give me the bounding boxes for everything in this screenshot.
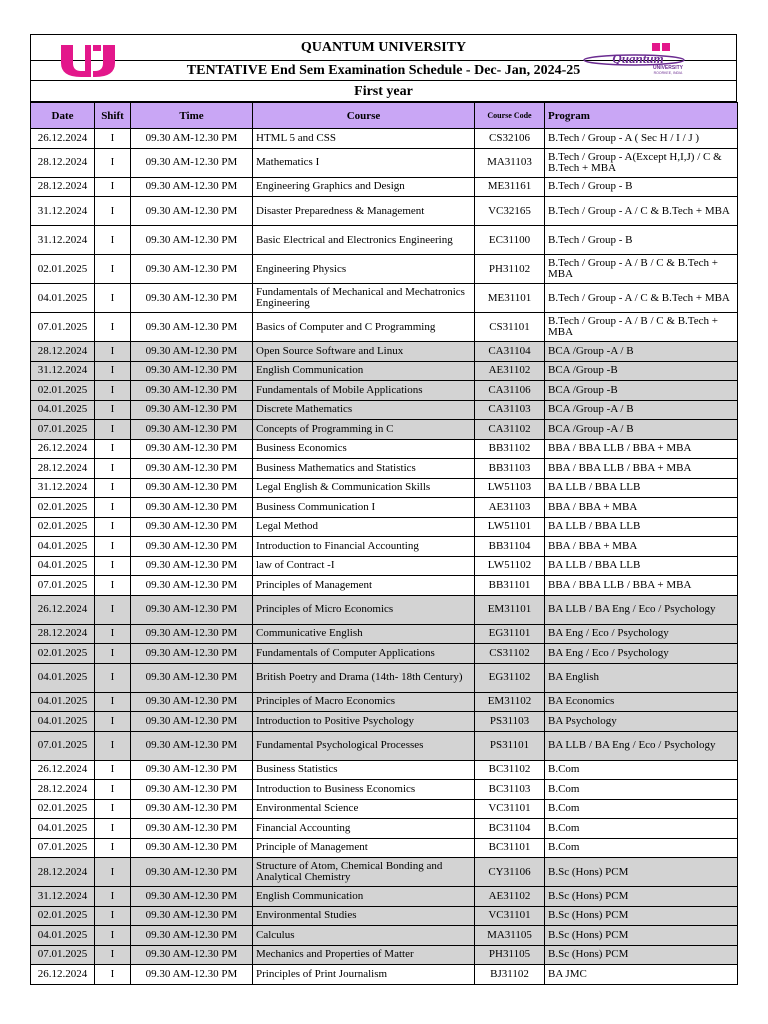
program-cell: BCA /Group -B (545, 361, 738, 381)
time-cell: 09.30 AM-12.30 PM (131, 906, 253, 926)
date-cell: 04.01.2025 (31, 556, 95, 576)
date-cell: 02.01.2025 (31, 517, 95, 537)
table-row (31, 381, 738, 401)
time-cell: 09.30 AM-12.30 PM (131, 284, 253, 313)
table-row (31, 129, 738, 149)
time-cell: 09.30 AM-12.30 PM (131, 459, 253, 479)
course-code-cell: VC32165 (475, 197, 545, 226)
time-cell: 09.30 AM-12.30 PM (131, 887, 253, 907)
program-cell: B.Sc (Hons) PCM (545, 887, 738, 907)
course-cell: Discrete Mathematics (253, 400, 475, 420)
table-row (31, 731, 738, 760)
course-cell: English Communication (253, 887, 475, 907)
course-cell: Basics of Computer and C Programming (253, 313, 475, 342)
shift-cell: I (95, 906, 131, 926)
table-row (31, 760, 738, 780)
program-cell: BBA / BBA LLB / BBA + MBA (545, 439, 738, 459)
shift-cell: I (95, 284, 131, 313)
shift-cell: I (95, 400, 131, 420)
course-cell: Engineering Physics (253, 255, 475, 284)
program-cell: B.Tech / Group - A / B / C & B.Tech + MBA (545, 255, 738, 284)
time-cell: 09.30 AM-12.30 PM (131, 342, 253, 362)
course-code-cell: AE31102 (475, 361, 545, 381)
program-cell: BA LLB / BBA LLB (545, 517, 738, 537)
table-row (31, 692, 738, 712)
shift-cell: I (95, 887, 131, 907)
date-cell: 07.01.2025 (31, 576, 95, 596)
shift-cell: I (95, 537, 131, 557)
shift-cell: I (95, 498, 131, 518)
date-cell: 07.01.2025 (31, 838, 95, 858)
shift-cell: I (95, 926, 131, 946)
program-cell: B.Tech / Group - B (545, 226, 738, 255)
time-cell: 09.30 AM-12.30 PM (131, 712, 253, 732)
shift-cell: I (95, 255, 131, 284)
time-cell: 09.30 AM-12.30 PM (131, 556, 253, 576)
table-row (31, 197, 738, 226)
table-row (31, 400, 738, 420)
table-row (31, 712, 738, 732)
column-header-time: Time (131, 103, 253, 129)
university-logo-icon (59, 41, 117, 81)
program-cell: B.Com (545, 819, 738, 839)
program-cell: BCA /Group -B (545, 381, 738, 401)
shift-cell: I (95, 478, 131, 498)
shift-cell: I (95, 760, 131, 780)
table-body (31, 129, 738, 985)
program-cell: BA LLB / BA Eng / Eco / Psychology (545, 595, 738, 624)
course-cell: Fundamentals of Mobile Applications (253, 381, 475, 401)
program-cell: BA Psychology (545, 712, 738, 732)
shift-cell: I (95, 177, 131, 197)
date-cell: 31.12.2024 (31, 226, 95, 255)
course-cell: Introduction to Financial Accounting (253, 537, 475, 557)
date-cell: 02.01.2025 (31, 644, 95, 664)
column-header-course-code: Course Code (475, 103, 545, 129)
program-cell: B.Tech / Group - A / C & B.Tech + MBA (545, 197, 738, 226)
table-row (31, 926, 738, 946)
shift-cell: I (95, 576, 131, 596)
time-cell: 09.30 AM-12.30 PM (131, 420, 253, 440)
date-cell: 31.12.2024 (31, 361, 95, 381)
table-row (31, 858, 738, 887)
schedule-sheet (30, 34, 737, 985)
time-cell: 09.30 AM-12.30 PM (131, 177, 253, 197)
course-code-cell: MA31105 (475, 926, 545, 946)
exam-schedule-table (30, 102, 738, 985)
shift-cell: I (95, 459, 131, 479)
time-cell: 09.30 AM-12.30 PM (131, 226, 253, 255)
shift-cell: I (95, 595, 131, 624)
table-row (31, 439, 738, 459)
program-cell: B.Tech / Group - A / C & B.Tech + MBA (545, 284, 738, 313)
date-cell: 04.01.2025 (31, 537, 95, 557)
shift-cell: I (95, 712, 131, 732)
course-code-cell: AE31102 (475, 887, 545, 907)
time-cell: 09.30 AM-12.30 PM (131, 537, 253, 557)
course-code-cell: BC31104 (475, 819, 545, 839)
shift-cell: I (95, 858, 131, 887)
date-cell: 31.12.2024 (31, 478, 95, 498)
course-cell: Calculus (253, 926, 475, 946)
shift-cell: I (95, 692, 131, 712)
date-cell: 28.12.2024 (31, 624, 95, 644)
course-cell: Introduction to Business Economics (253, 780, 475, 800)
shift-cell: I (95, 361, 131, 381)
course-code-cell: ME31101 (475, 284, 545, 313)
date-cell: 28.12.2024 (31, 148, 95, 177)
table-row (31, 576, 738, 596)
table-header-row (31, 103, 738, 129)
course-cell: Business Communication I (253, 498, 475, 518)
program-cell: B.Tech / Group - A / B / C & B.Tech + MBA (545, 313, 738, 342)
program-cell: BA LLB / BBA LLB (545, 556, 738, 576)
university-wordmark-logo-icon (582, 41, 706, 75)
course-code-cell: VC31101 (475, 799, 545, 819)
course-cell: Principle of Management (253, 838, 475, 858)
date-cell: 07.01.2025 (31, 420, 95, 440)
date-cell: 04.01.2025 (31, 926, 95, 946)
course-cell: Introduction to Positive Psychology (253, 712, 475, 732)
table-row (31, 945, 738, 965)
program-cell: B.Com (545, 780, 738, 800)
course-code-cell: PH31105 (475, 945, 545, 965)
table-row (31, 517, 738, 537)
course-code-cell: LW51102 (475, 556, 545, 576)
program-cell: BA Economics (545, 692, 738, 712)
course-cell: Business Economics (253, 439, 475, 459)
program-cell: BBA / BBA LLB / BBA + MBA (545, 576, 738, 596)
shift-cell: I (95, 556, 131, 576)
shift-cell: I (95, 439, 131, 459)
course-cell: Mechanics and Properties of Matter (253, 945, 475, 965)
table-row (31, 663, 738, 692)
course-cell: Legal Method (253, 517, 475, 537)
course-code-cell: BC31102 (475, 760, 545, 780)
column-header-program: Program (545, 103, 738, 129)
time-cell: 09.30 AM-12.30 PM (131, 498, 253, 518)
course-cell: Engineering Graphics and Design (253, 177, 475, 197)
table-row (31, 595, 738, 624)
course-code-cell: CS31102 (475, 644, 545, 664)
time-cell: 09.30 AM-12.30 PM (131, 780, 253, 800)
program-cell: BCA /Group -A / B (545, 400, 738, 420)
university-name: QUANTUM UNIVERSITY (31, 35, 736, 61)
course-code-cell: BC31103 (475, 780, 545, 800)
course-cell: Legal English & Communication Skills (253, 478, 475, 498)
shift-cell: I (95, 663, 131, 692)
course-code-cell: EG31101 (475, 624, 545, 644)
program-cell: B.Tech / Group - B (545, 177, 738, 197)
program-cell: BBA / BBA + MBA (545, 498, 738, 518)
table-row (31, 556, 738, 576)
date-cell: 04.01.2025 (31, 400, 95, 420)
time-cell: 09.30 AM-12.30 PM (131, 799, 253, 819)
course-code-cell: CS32106 (475, 129, 545, 149)
course-cell: Business Mathematics and Statistics (253, 459, 475, 479)
course-code-cell: EM31101 (475, 595, 545, 624)
column-header-course: Course (253, 103, 475, 129)
shift-cell: I (95, 342, 131, 362)
shift-cell: I (95, 965, 131, 985)
course-code-cell: PS31103 (475, 712, 545, 732)
date-cell: 26.12.2024 (31, 595, 95, 624)
time-cell: 09.30 AM-12.30 PM (131, 400, 253, 420)
course-cell: Principles of Micro Economics (253, 595, 475, 624)
course-code-cell: CA31106 (475, 381, 545, 401)
course-code-cell: PH31102 (475, 255, 545, 284)
time-cell: 09.30 AM-12.30 PM (131, 381, 253, 401)
course-code-cell: BB31102 (475, 439, 545, 459)
document-header (30, 34, 737, 102)
time-cell: 09.30 AM-12.30 PM (131, 439, 253, 459)
shift-cell: I (95, 129, 131, 149)
time-cell: 09.30 AM-12.30 PM (131, 517, 253, 537)
course-cell: law of Contract -I (253, 556, 475, 576)
time-cell: 09.30 AM-12.30 PM (131, 129, 253, 149)
column-header-date: Date (31, 103, 95, 129)
time-cell: 09.30 AM-12.30 PM (131, 838, 253, 858)
table-row (31, 313, 738, 342)
date-cell: 02.01.2025 (31, 255, 95, 284)
program-cell: B.Sc (Hons) PCM (545, 858, 738, 887)
shift-cell: I (95, 197, 131, 226)
course-cell: Fundamentals of Mechanical and Mechatronics Engineering (253, 284, 475, 313)
date-cell: 04.01.2025 (31, 692, 95, 712)
course-code-cell: CA31102 (475, 420, 545, 440)
shift-cell: I (95, 780, 131, 800)
course-cell: English Communication (253, 361, 475, 381)
course-cell: Fundamental Psychological Processes (253, 731, 475, 760)
course-code-cell: LW51101 (475, 517, 545, 537)
program-cell: BA English (545, 663, 738, 692)
course-cell: Disaster Preparedness & Management (253, 197, 475, 226)
time-cell: 09.30 AM-12.30 PM (131, 197, 253, 226)
time-cell: 09.30 AM-12.30 PM (131, 819, 253, 839)
course-code-cell: CA31104 (475, 342, 545, 362)
course-code-cell: AE31103 (475, 498, 545, 518)
shift-cell: I (95, 624, 131, 644)
shift-cell: I (95, 226, 131, 255)
table-row (31, 498, 738, 518)
date-cell: 04.01.2025 (31, 712, 95, 732)
table-row (31, 342, 738, 362)
time-cell: 09.30 AM-12.30 PM (131, 760, 253, 780)
course-code-cell: CY31106 (475, 858, 545, 887)
shift-cell: I (95, 148, 131, 177)
svg-text:ROORKEE, INDIA: ROORKEE, INDIA (653, 71, 683, 75)
table-row (31, 284, 738, 313)
table-row (31, 799, 738, 819)
course-code-cell: LW51103 (475, 478, 545, 498)
date-cell: 31.12.2024 (31, 197, 95, 226)
table-row (31, 965, 738, 985)
shift-cell: I (95, 313, 131, 342)
date-cell: 28.12.2024 (31, 858, 95, 887)
course-cell: Business Statistics (253, 760, 475, 780)
svg-text:Quantum: Quantum (612, 51, 664, 66)
course-cell: Structure of Atom, Chemical Bonding and Analytical Chemistry (253, 858, 475, 887)
shift-cell: I (95, 420, 131, 440)
year-label: First year (31, 81, 736, 102)
date-cell: 02.01.2025 (31, 498, 95, 518)
course-cell: Communicative English (253, 624, 475, 644)
date-cell: 07.01.2025 (31, 731, 95, 760)
course-cell: Environmental Studies (253, 906, 475, 926)
program-cell: B.Com (545, 760, 738, 780)
course-cell: Environmental Science (253, 799, 475, 819)
table-row (31, 838, 738, 858)
shift-cell: I (95, 644, 131, 664)
date-cell: 28.12.2024 (31, 177, 95, 197)
table-row (31, 537, 738, 557)
date-cell: 28.12.2024 (31, 342, 95, 362)
shift-cell: I (95, 838, 131, 858)
course-cell: Principles of Management (253, 576, 475, 596)
date-cell: 02.01.2025 (31, 799, 95, 819)
date-cell: 02.01.2025 (31, 906, 95, 926)
program-cell: BCA /Group -A / B (545, 420, 738, 440)
course-code-cell: PS31101 (475, 731, 545, 760)
svg-text:UNIVERSITY: UNIVERSITY (652, 65, 684, 71)
program-cell: B.Com (545, 838, 738, 858)
shift-cell: I (95, 819, 131, 839)
course-cell: HTML 5 and CSS (253, 129, 475, 149)
course-code-cell: EC31100 (475, 226, 545, 255)
time-cell: 09.30 AM-12.30 PM (131, 858, 253, 887)
course-code-cell: BB31104 (475, 537, 545, 557)
time-cell: 09.30 AM-12.30 PM (131, 478, 253, 498)
course-code-cell: BB31103 (475, 459, 545, 479)
date-cell: 26.12.2024 (31, 129, 95, 149)
program-cell: BBA / BBA LLB / BBA + MBA (545, 459, 738, 479)
program-cell: B.Sc (Hons) PCM (545, 926, 738, 946)
program-cell: B.Tech / Group - A(Except H,I,J) / C & B.Tech + MBA (545, 148, 738, 177)
time-cell: 09.30 AM-12.30 PM (131, 965, 253, 985)
table-row (31, 361, 738, 381)
program-cell: BA LLB / BBA LLB (545, 478, 738, 498)
date-cell: 04.01.2025 (31, 284, 95, 313)
date-cell: 26.12.2024 (31, 439, 95, 459)
date-cell: 04.01.2025 (31, 819, 95, 839)
program-cell: B.Sc (Hons) PCM (545, 906, 738, 926)
schedule-title: TENTATIVE End Sem Examination Schedule - Dec- Jan, 2024-25 (31, 61, 736, 81)
time-cell: 09.30 AM-12.30 PM (131, 361, 253, 381)
program-cell: B.Tech / Group - A ( Sec H / I / J ) (545, 129, 738, 149)
course-code-cell: CA31103 (475, 400, 545, 420)
time-cell: 09.30 AM-12.30 PM (131, 731, 253, 760)
date-cell: 04.01.2025 (31, 663, 95, 692)
course-cell: Principles of Print Journalism (253, 965, 475, 985)
time-cell: 09.30 AM-12.30 PM (131, 692, 253, 712)
table-row (31, 255, 738, 284)
time-cell: 09.30 AM-12.30 PM (131, 576, 253, 596)
course-code-cell: MA31103 (475, 148, 545, 177)
table-row (31, 226, 738, 255)
shift-cell: I (95, 381, 131, 401)
course-cell: Open Source Software and Linux (253, 342, 475, 362)
time-cell: 09.30 AM-12.30 PM (131, 595, 253, 624)
program-cell: BBA / BBA + MBA (545, 537, 738, 557)
program-cell: BA LLB / BA Eng / Eco / Psychology (545, 731, 738, 760)
date-cell: 28.12.2024 (31, 459, 95, 479)
program-cell: BA Eng / Eco / Psychology (545, 644, 738, 664)
course-code-cell: EM31102 (475, 692, 545, 712)
shift-cell: I (95, 517, 131, 537)
time-cell: 09.30 AM-12.30 PM (131, 926, 253, 946)
course-code-cell: BC31101 (475, 838, 545, 858)
time-cell: 09.30 AM-12.30 PM (131, 255, 253, 284)
time-cell: 09.30 AM-12.30 PM (131, 624, 253, 644)
course-code-cell: CS31101 (475, 313, 545, 342)
shift-cell: I (95, 945, 131, 965)
date-cell: 07.01.2025 (31, 945, 95, 965)
course-code-cell: VC31101 (475, 906, 545, 926)
program-cell: B.Sc (Hons) PCM (545, 945, 738, 965)
course-cell: Mathematics I (253, 148, 475, 177)
program-cell: B.Com (545, 799, 738, 819)
course-cell: Financial Accounting (253, 819, 475, 839)
table-row (31, 177, 738, 197)
table-row (31, 644, 738, 664)
program-cell: BCA /Group -A / B (545, 342, 738, 362)
table-row (31, 819, 738, 839)
program-cell: BA JMC (545, 965, 738, 985)
course-cell: Concepts of Programming in C (253, 420, 475, 440)
course-cell: Basic Electrical and Electronics Engineering (253, 226, 475, 255)
time-cell: 09.30 AM-12.30 PM (131, 148, 253, 177)
time-cell: 09.30 AM-12.30 PM (131, 644, 253, 664)
time-cell: 09.30 AM-12.30 PM (131, 313, 253, 342)
table-row (31, 478, 738, 498)
table-row (31, 780, 738, 800)
table-row (31, 624, 738, 644)
course-code-cell: ME31161 (475, 177, 545, 197)
shift-cell: I (95, 799, 131, 819)
table-row (31, 887, 738, 907)
time-cell: 09.30 AM-12.30 PM (131, 945, 253, 965)
program-cell: BA Eng / Eco / Psychology (545, 624, 738, 644)
date-cell: 07.01.2025 (31, 313, 95, 342)
date-cell: 26.12.2024 (31, 760, 95, 780)
course-cell: Principles of Macro Economics (253, 692, 475, 712)
shift-cell: I (95, 731, 131, 760)
column-header-shift: Shift (95, 103, 131, 129)
table-row (31, 459, 738, 479)
table-row (31, 420, 738, 440)
course-cell: British Poetry and Drama (14th- 18th Century) (253, 663, 475, 692)
date-cell: 26.12.2024 (31, 965, 95, 985)
table-row (31, 906, 738, 926)
time-cell: 09.30 AM-12.30 PM (131, 663, 253, 692)
course-cell: Fundamentals of Computer Applications (253, 644, 475, 664)
date-cell: 02.01.2025 (31, 381, 95, 401)
course-code-cell: BB31101 (475, 576, 545, 596)
date-cell: 28.12.2024 (31, 780, 95, 800)
course-code-cell: EG31102 (475, 663, 545, 692)
table-row (31, 148, 738, 177)
course-code-cell: BJ31102 (475, 965, 545, 985)
date-cell: 31.12.2024 (31, 887, 95, 907)
